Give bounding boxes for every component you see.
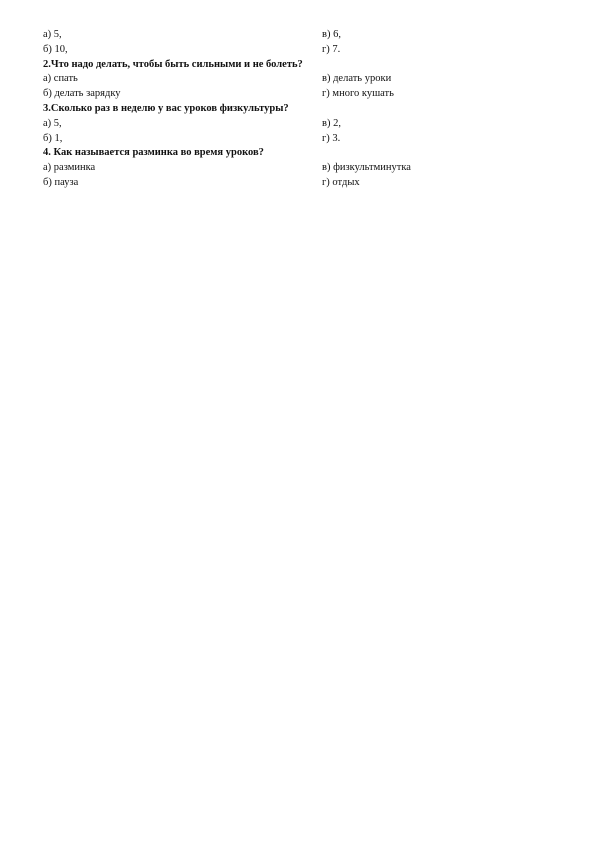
answer-option-b: б) делать зарядку	[43, 88, 121, 100]
answer-row	[43, 161, 543, 176]
answer-option-a: а) спать	[43, 73, 78, 85]
answer-option-b: б) 1,	[43, 132, 63, 144]
answer-option-b: б) пауза	[43, 176, 79, 188]
answer-option-a: а) 5,	[43, 29, 62, 40]
answer-option-g: г) много кушать	[322, 88, 394, 100]
answer-option-g: г) 7.	[322, 43, 341, 55]
document-page	[43, 28, 543, 191]
answer-option-b: б) 10,	[43, 43, 68, 55]
answer-row	[43, 43, 543, 58]
question-3: 3.Сколько раз в неделю у вас уроков физкультуры?	[43, 102, 289, 114]
question-4: 4. Как называется разминка во время уроков?	[43, 147, 264, 159]
answer-row	[43, 176, 543, 191]
answer-option-g: г) отдых	[322, 176, 360, 188]
answer-row	[43, 132, 543, 147]
answer-row	[43, 87, 543, 102]
answer-row	[43, 28, 543, 43]
answer-option-g: г) 3.	[322, 132, 341, 144]
answer-option-a: а) разминка	[43, 162, 96, 174]
answer-option-v: в) 6,	[322, 29, 341, 40]
answer-row	[43, 72, 543, 87]
answer-row	[43, 117, 543, 132]
question-2: 2.Что надо делать, чтобы быть сильными и не болеть?	[43, 58, 303, 70]
answer-option-v: в) физкультминутка	[322, 162, 411, 174]
answer-option-v: в) 2,	[322, 117, 341, 129]
answer-option-a: а) 5,	[43, 117, 62, 129]
answer-option-v: в) делать уроки	[322, 73, 392, 85]
